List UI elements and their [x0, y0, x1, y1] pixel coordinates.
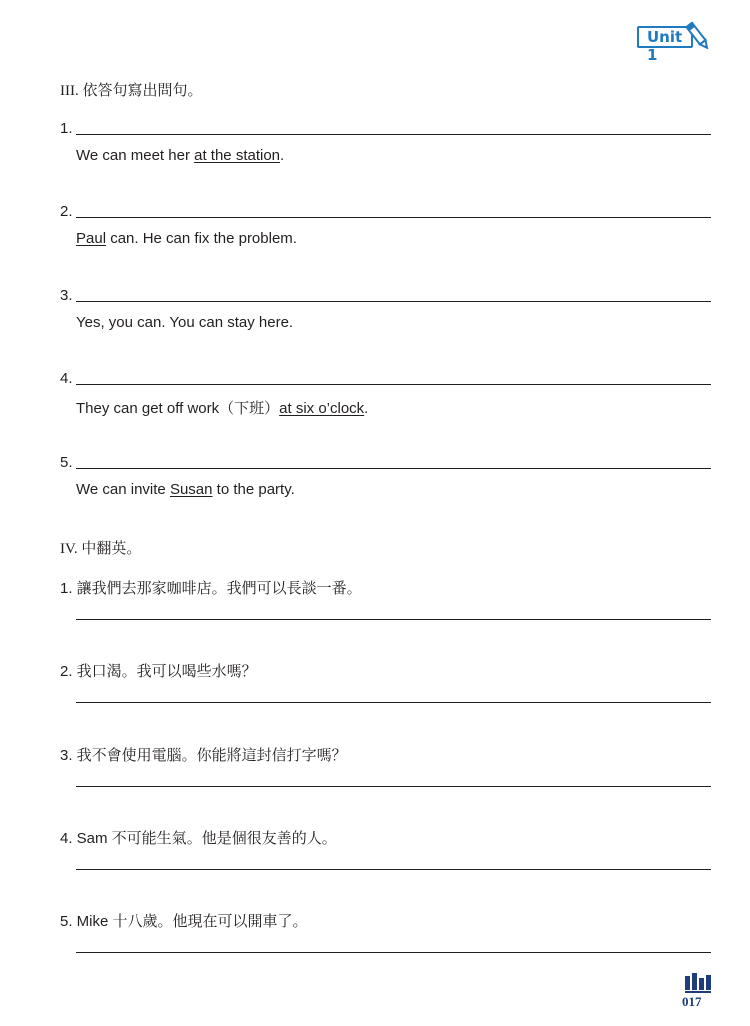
sentence-text: We can invite: [76, 481, 170, 498]
answer-line[interactable]: [76, 702, 711, 703]
underlined-phrase: Susan: [169, 481, 213, 498]
answer-line[interactable]: [76, 301, 711, 302]
item-number: 1.: [60, 120, 73, 137]
underlined-phrase: at six o’clock: [279, 400, 365, 417]
sentence-text: We can meet her: [76, 147, 195, 164]
underlined-phrase: at the station: [194, 147, 281, 164]
underlined-phrase: Paul: [76, 230, 107, 247]
translation-prompt: 4. Sam 不可能生氣。他是個很友善的人。: [60, 830, 337, 847]
section-3-title: III. 依答句寫出問句。: [60, 83, 203, 99]
answer-sentence: [76, 147, 284, 164]
books-logo-icon: [684, 972, 712, 994]
sentence-text: They can get off work（下班）: [76, 400, 280, 417]
sentence-text: .: [280, 147, 285, 164]
item-number: 5.: [60, 454, 73, 471]
translation-prompt: 5. Mike 十八歲。他現在可以開車了。: [60, 913, 308, 930]
sentence-text: can. He can fix the problem.: [106, 230, 297, 247]
answer-line[interactable]: [76, 468, 711, 469]
section-4-title: IV. 中翻英。: [60, 541, 142, 557]
sentence-text: .: [364, 400, 369, 417]
page-number: 017: [682, 994, 702, 1009]
pencil-icon: [682, 20, 714, 54]
answer-sentence: [76, 481, 295, 498]
item-number: 3.: [60, 287, 73, 304]
translation-prompt: 1. 讓我們去那家咖啡店。我們可以長談一番。: [60, 580, 362, 597]
unit-label: Unit 1: [647, 28, 683, 64]
item-number: 2.: [60, 203, 73, 220]
item-number: 4.: [60, 370, 73, 387]
sentence-text: Yes, you can. You can stay here.: [76, 314, 294, 331]
answer-line[interactable]: [76, 217, 711, 218]
answer-line[interactable]: [76, 786, 711, 787]
answer-line[interactable]: [76, 384, 711, 385]
answer-line[interactable]: [76, 869, 711, 870]
answer-line[interactable]: [76, 134, 711, 135]
translation-prompt: 2. 我口渴。我可以喝些水嗎？: [60, 663, 257, 680]
sentence-text: to the party.: [212, 481, 295, 498]
answer-sentence: [76, 314, 293, 331]
answer-sentence: [76, 230, 297, 247]
translation-prompt: 3. 我不會使用電腦。你能將這封信打字嗎？: [60, 747, 347, 764]
answer-line[interactable]: [76, 619, 711, 620]
answer-line[interactable]: [76, 952, 711, 953]
answer-sentence: [76, 397, 368, 418]
